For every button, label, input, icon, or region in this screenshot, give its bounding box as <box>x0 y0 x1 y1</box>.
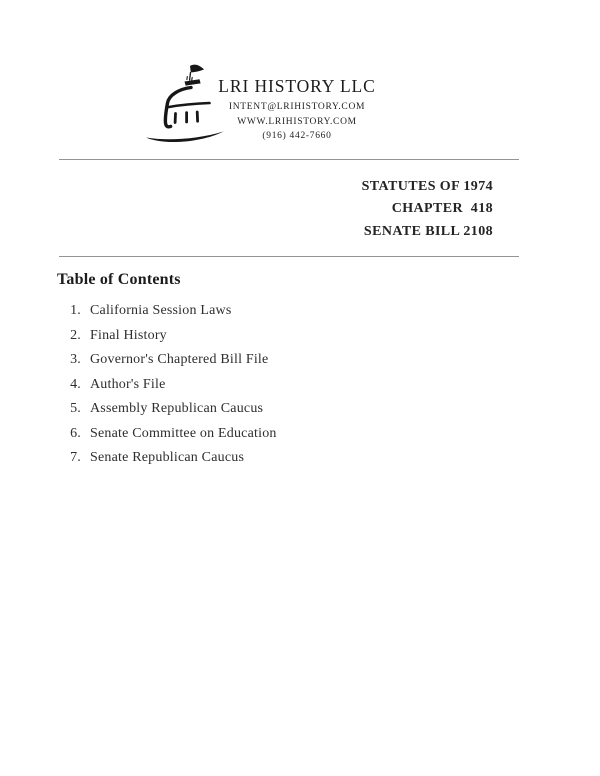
toc-item-label: Final History <box>90 327 167 343</box>
chapter-line: CHAPTER 418 <box>391 201 493 217</box>
toc-item <box>69 450 277 475</box>
toc-list <box>69 303 277 475</box>
toc-item-label: Author's File <box>90 376 166 392</box>
toc-item-label: Senate Republican Caucus <box>90 450 245 466</box>
company-website: WWW.LRIHISTORY.COM <box>237 116 357 127</box>
toc-item-label: Governor's Chaptered Bill File <box>90 352 269 368</box>
toc-item-number: 6. <box>70 425 81 441</box>
statutes-line: STATUTES OF 1974 <box>361 179 493 194</box>
toc-item <box>69 328 277 353</box>
divider-bottom <box>59 256 519 257</box>
toc-item <box>69 426 277 451</box>
toc-item-label: Senate Committee on Education <box>90 425 277 441</box>
toc-item-number: 1. <box>70 303 81 318</box>
company-name: LRI HISTORY LLC <box>218 76 376 96</box>
toc-item-label: California Session Laws <box>90 303 232 318</box>
toc-item-number: 2. <box>70 327 81 343</box>
company-phone: (916) 442-7660 <box>262 131 332 142</box>
company-email: INTENT@LRIHISTORY.COM <box>228 102 366 112</box>
toc-item <box>69 401 277 426</box>
toc-item-number: 7. <box>70 450 81 466</box>
toc-item-number: 3. <box>70 352 81 368</box>
toc-item-label: Assembly Republican Caucus <box>90 401 264 417</box>
toc-item-number: 5. <box>70 401 81 417</box>
toc-item <box>69 303 277 328</box>
toc-title: Table of Contents <box>57 271 181 288</box>
toc-item <box>69 352 277 377</box>
divider-top <box>59 159 519 160</box>
toc-item-number: 4. <box>70 376 81 392</box>
letterhead <box>147 75 447 144</box>
toc-item <box>69 377 277 402</box>
bill-reference <box>362 176 493 243</box>
senate-bill-line: SENATE BILL 2108 <box>363 223 493 239</box>
